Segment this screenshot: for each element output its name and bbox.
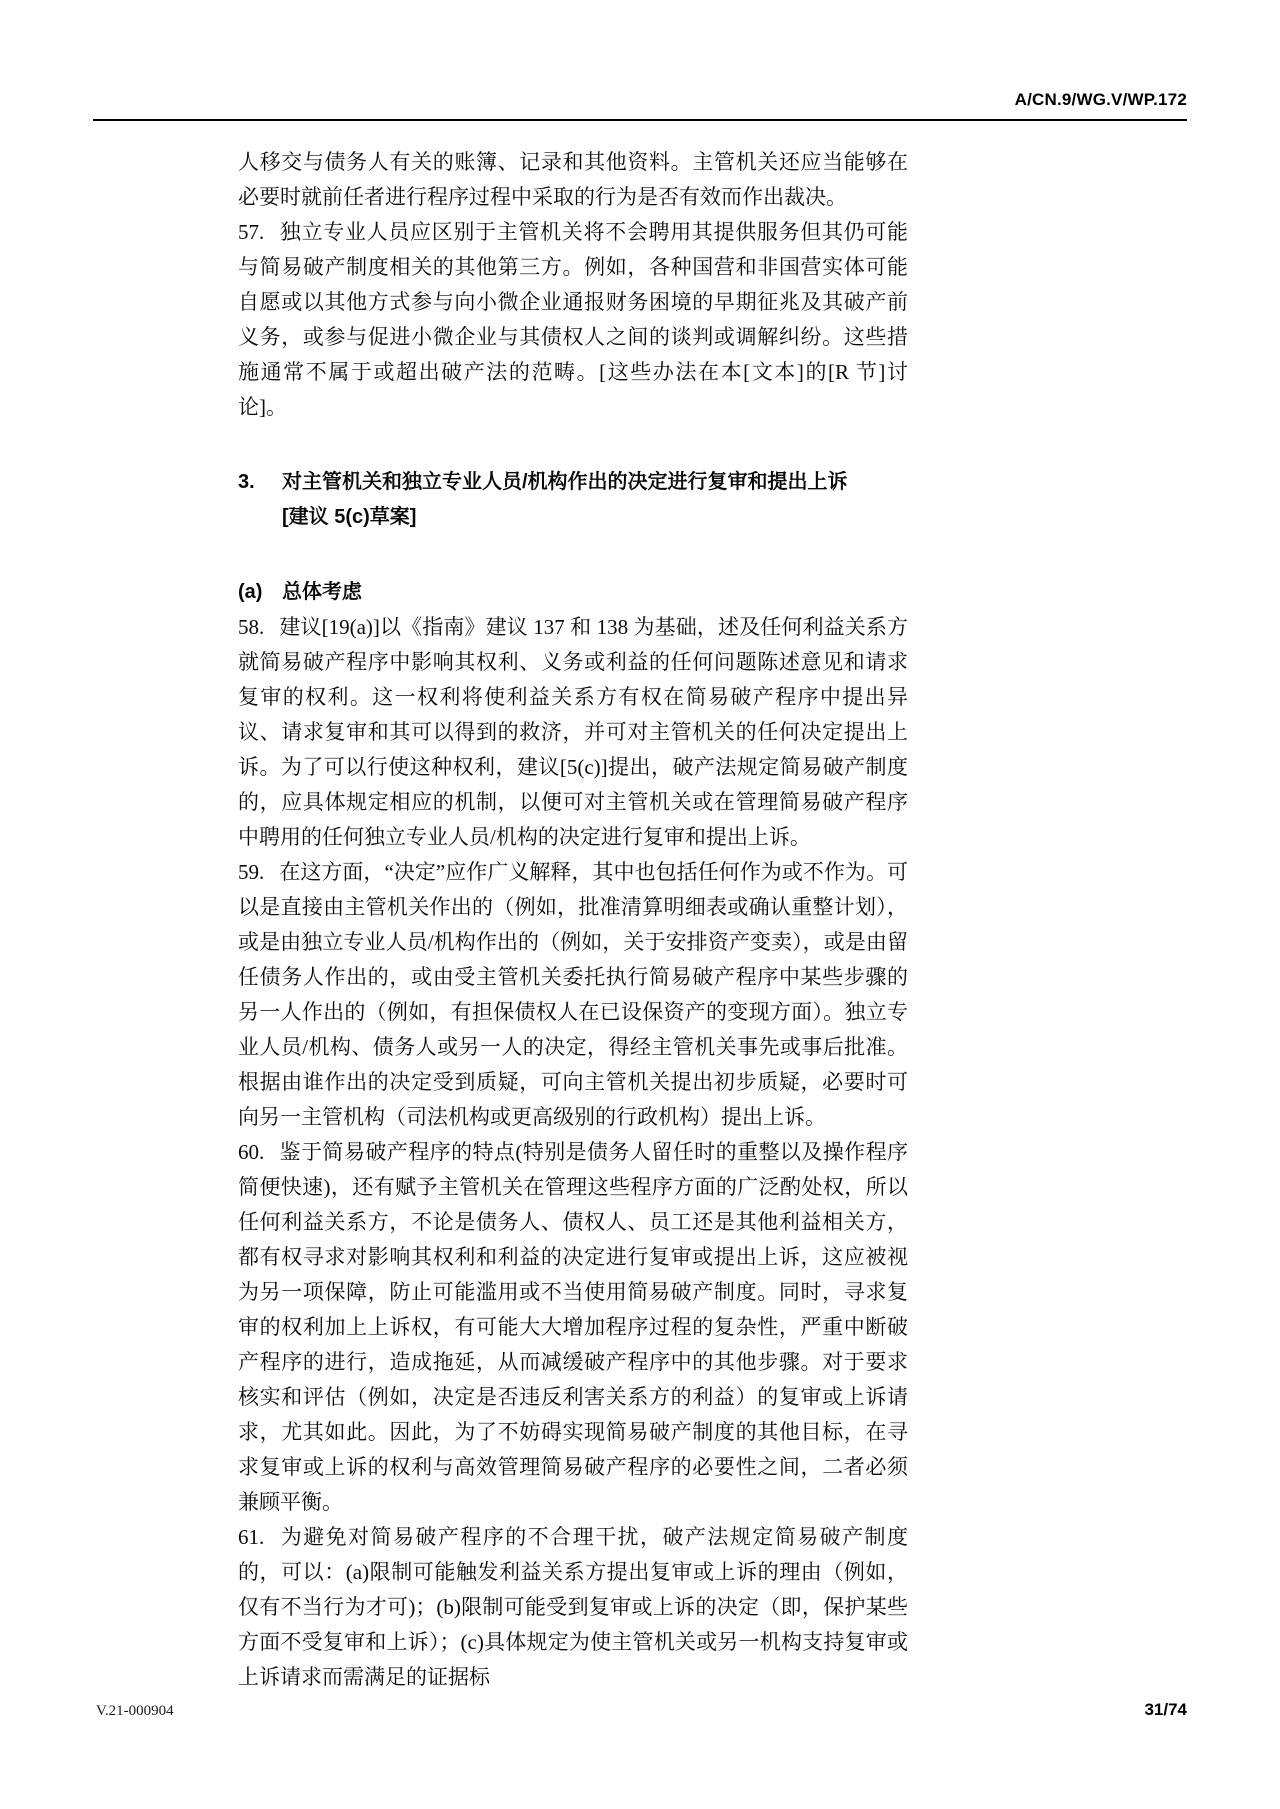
page-number: 31/74 [1144, 1700, 1187, 1719]
paragraph-60-text: 鉴于简易破产程序的特点(特别是债务人留任时的重整以及操作程序简便快速)，还有赋予主管机关在管理这些程序方面的广泛酌处权，所以任何利益关系方，不论是债务人、债权人、员工还是其他利益相关方，都有权寻求对影响其权利和利益的决定进行复审或提出上诉，这应被视为另一项保障，防止可能滥用或不当使用简易破产制度。同时，寻求复审的权利加上上诉权，有可能大大增加程序过程的复杂性，严重中断破产程序的进行，造成拖延，从而减缓破产程序中的其他步骤。对于要求核实和评估（例如，决定是否违反利害关系方的利益）的复审或上诉请求，尤其如此。因此，为了不妨碍实现简易破产制度的其他目标，在寻求复审或上诉的权利与高效管理简易破产程序的必要性之间，二者必须兼顾平衡。 [238, 1140, 908, 1514]
paragraph-58-text: 建议[19(a)]以《指南》建议 137 和 138 为基础，述及任何利益关系方就简易破产程序中影响其权利、义务或利益的任何问题陈述意见和请求复审的权利。这一权利将使利益关系方有权在简易破产程序中提出异议、请求复审和其可以得到的救济，并可对主管机关的任何决定提出上诉。为了可以行使这种权利，建议[5(c)]提出，破产法规定简易破产制度的，应具体规定相应的机制，以便可对主管机关或在管理简易破产程序中聘用的任何独立专业人员/机构的决定进行复审和提出上诉。 [238, 615, 908, 849]
section-3-heading [238, 465, 908, 535]
subsection-a-title: 总体考虑 [282, 581, 362, 603]
section-3-number: 3. [238, 471, 255, 493]
paragraph-58-number: 58. [238, 615, 265, 639]
subsection-a-heading [238, 575, 908, 610]
section-3-title: 对主管机关和独立专业人员/机构作出的决定进行复审和提出上诉 [282, 471, 848, 493]
document-number: V.21-000904 [96, 1703, 174, 1719]
document-symbol: A/CN.9/WG.V/WP.172 [1014, 90, 1187, 109]
paragraph-57-text: 独立专业人员应区别于主管机关将不会聘用其提供服务但其仍可能与简易破产制度相关的其他第三方。例如，各种国营和非国营实体可能自愿或以其他方式参与向小微企业通报财务困境的早期征兆及其破产前义务，或参与促进小微企业与其债权人之间的谈判或调解纠纷。这些措施通常不属于或超出破产法的范畴。[这些办法在本[文本]的[R 节]讨论]。 [238, 220, 908, 419]
paragraph-57-number: 57. [238, 220, 265, 244]
paragraph-59 [238, 855, 908, 1135]
paragraph-57 [238, 215, 908, 425]
paragraph-61-text: 为避免对简易破产程序的不合理干扰，破产法规定简易破产制度的，可以：(a)限制可能触发利益关系方提出复审或上诉的理由（例如，仅有不当行为才可)；(b)限制可能受到复审或上诉的决定（即，保护某些方面不受复审和上诉）；(c)具体规定为使主管机关或另一机构支持复审或上诉请求而需满足的证据标 [238, 1525, 908, 1689]
header-divider [93, 119, 1187, 121]
paragraph-60-number: 60. [238, 1140, 265, 1164]
document-body [238, 145, 908, 1695]
paragraph-59-text: 在这方面，“决定”应作广义解释，其中也包括任何作为或不作为。可以是直接由主管机关作出的（例如，批准清算明细表或确认重整计划），或是由独立专业人员/机构作出的（例如，关于安排资产变卖），或是由留任债务人作出的，或由受主管机关委托执行简易破产程序中某些步骤的另一人作出的（例如，有担保债权人在已设保资产的变现方面）。独立专业人员/机构、债务人或另一人的决定，得经主管机关事先或事后批准。根据由谁作出的决定受到质疑，可向主管机关提出初步质疑，必要时可向另一主管机构（司法机构或更高级别的行政机构）提出上诉。 [238, 860, 908, 1129]
paragraph-61 [238, 1520, 908, 1695]
paragraph-60 [238, 1135, 908, 1520]
paragraph-59-number: 59. [238, 860, 265, 884]
paragraph-58 [238, 610, 908, 855]
section-3-subtitle: [建议 5(c)草案] [282, 506, 417, 528]
paragraph-61-number: 61. [238, 1525, 265, 1549]
paragraph-continuation: 人移交与债务人有关的账簿、记录和其他资料。主管机关还应当能够在必要时就前任者进行程序过程中采取的行为是否有效而作出裁决。 [238, 150, 908, 209]
subsection-a-number: (a) [238, 581, 263, 603]
